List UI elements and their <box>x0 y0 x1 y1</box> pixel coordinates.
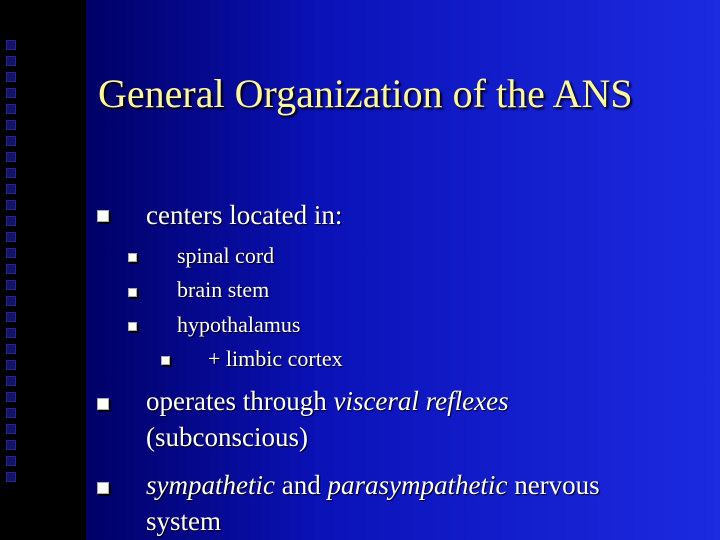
decorative-square <box>6 456 16 466</box>
decorative-square <box>6 424 16 434</box>
decorative-square <box>6 88 16 98</box>
decorative-square <box>6 328 16 338</box>
decorative-square <box>6 200 16 210</box>
bullet-centers: centers located in: <box>146 200 343 230</box>
bullet-nervous-text: nervous <box>507 470 600 500</box>
bullet-operates <box>146 386 509 417</box>
decorative-square <box>6 392 16 402</box>
decorative-square <box>6 152 16 162</box>
decorative-square <box>6 120 16 130</box>
decorative-square <box>6 344 16 354</box>
decorative-square <box>6 296 16 306</box>
decorative-square <box>6 136 16 146</box>
decorative-square <box>6 72 16 82</box>
bullet-spinal-cord: spinal cord <box>177 243 275 268</box>
decorative-square <box>6 56 16 66</box>
decorative-square <box>6 376 16 386</box>
bullet-parasympathetic-italic: parasympathetic <box>327 470 508 500</box>
bullet-sympathetic-italic: sympathetic <box>146 470 275 500</box>
decorative-square <box>6 40 16 50</box>
bullet-square-icon <box>97 482 109 494</box>
bullet-hypothalamus: hypothalamus <box>177 312 301 337</box>
bullet-brain-stem: brain stem <box>177 277 270 302</box>
decorative-square <box>6 312 16 322</box>
decorative-square <box>6 280 16 290</box>
decorative-square <box>6 360 16 370</box>
bullet-square-icon <box>128 253 137 262</box>
bullet-square-icon <box>97 398 109 410</box>
bullet-limbic-cortex: + limbic cortex <box>208 346 343 371</box>
bullet-square-icon <box>128 322 137 331</box>
decorative-square <box>6 232 16 242</box>
decorative-square-column <box>6 40 22 488</box>
decorative-square <box>6 104 16 114</box>
decorative-square <box>6 440 16 450</box>
decorative-square <box>6 408 16 418</box>
bullet-square-icon <box>128 288 137 297</box>
bullet-and-text: and <box>274 470 328 500</box>
bullet-operates-italic: visceral reflexes <box>333 386 509 416</box>
left-decorative-strip <box>0 0 86 540</box>
bullet-square-icon <box>161 356 170 365</box>
decorative-square <box>6 168 16 178</box>
decorative-square <box>6 216 16 226</box>
bullet-sympathetic <box>146 470 600 501</box>
bullet-operates-text: operates through <box>146 386 334 416</box>
decorative-square <box>6 184 16 194</box>
bullet-operates-line2: (subconscious) <box>146 422 308 452</box>
bullet-square-icon <box>97 210 109 222</box>
bullet-sympathetic-line2: system <box>146 506 222 536</box>
decorative-square <box>6 248 16 258</box>
slide-title: General Organization of the ANS <box>98 71 633 116</box>
decorative-square <box>6 472 16 482</box>
decorative-square <box>6 264 16 274</box>
